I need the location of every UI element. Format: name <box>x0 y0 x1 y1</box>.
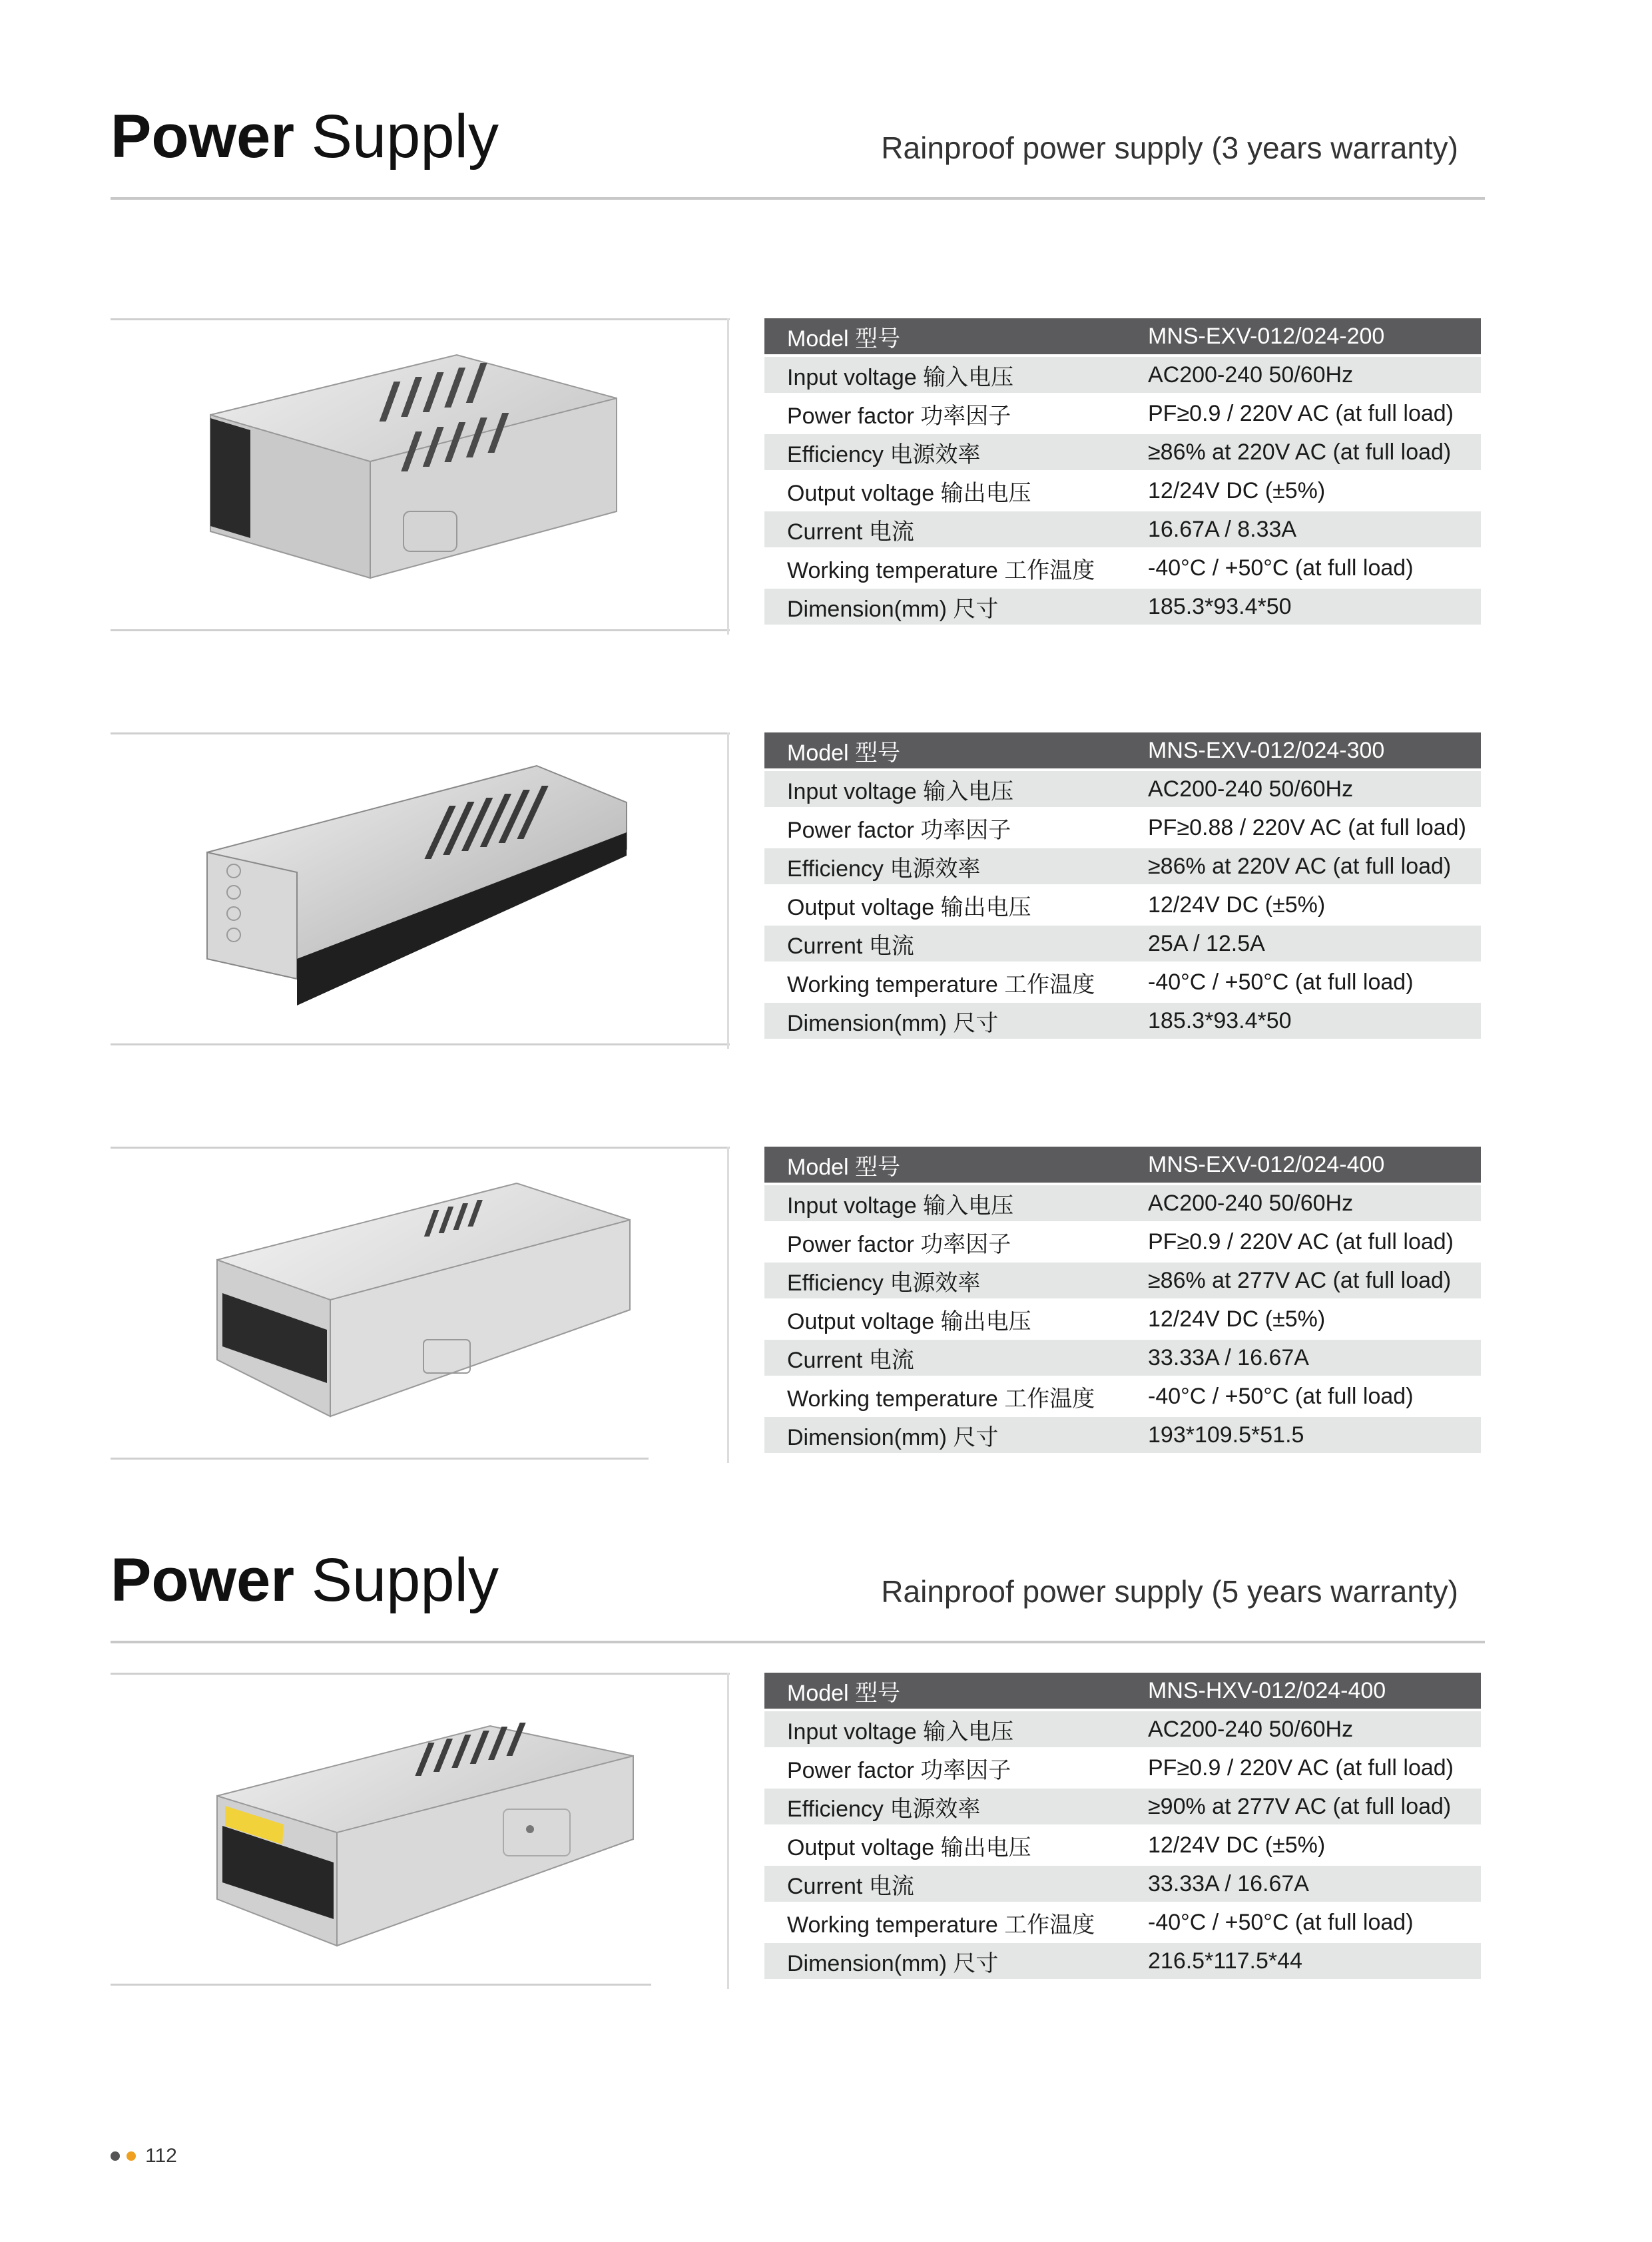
spec-label: Input voltage 输入电压 <box>764 1185 1125 1221</box>
spec-row <box>764 1904 1481 1940</box>
header-divider <box>111 197 1485 200</box>
spec-label: Working temperature 工作温度 <box>764 1904 1125 1940</box>
spec-row <box>764 1224 1481 1260</box>
spec-table-1 <box>764 316 1481 627</box>
spec-row <box>764 1866 1481 1902</box>
spec-value: 185.3*93.4*50 <box>1125 1003 1481 1039</box>
spec-label: Output voltage 输出电压 <box>764 1301 1125 1337</box>
spec-row <box>764 1417 1481 1453</box>
spec-table-4 <box>764 1670 1481 1982</box>
spec-value: ≥86% at 220V AC (at full load) <box>1125 848 1481 884</box>
spec-row <box>764 473 1481 509</box>
spec-value: 12/24V DC (±5%) <box>1125 887 1481 923</box>
spec-row <box>764 1711 1481 1747</box>
spec-row <box>764 1827 1481 1863</box>
spec-row <box>764 1750 1481 1786</box>
spec-value: ≥86% at 220V AC (at full load) <box>1125 434 1481 470</box>
spec-table-3 <box>764 1144 1481 1456</box>
power-supply-photo-hxv-400w <box>111 1673 730 1986</box>
product-block-4 <box>111 1673 1485 1989</box>
spec-label: Input voltage 输入电压 <box>764 1711 1125 1747</box>
power-supply-photo-200w <box>111 318 730 631</box>
spec-label: Power factor 功率因子 <box>764 1224 1125 1260</box>
spec-row <box>764 550 1481 586</box>
photo-bottom-border <box>111 1458 649 1460</box>
spec-value: AC200-240 50/60Hz <box>1125 1711 1481 1747</box>
section-subtitle: Rainproof power supply (3 years warranty) <box>881 131 1458 165</box>
title-light: Supply <box>311 1546 499 1614</box>
spec-value: -40°C / +50°C (at full load) <box>1125 1904 1481 1940</box>
spec-row <box>764 1262 1481 1298</box>
spec-value: PF≥0.9 / 220V AC (at full load) <box>1125 396 1481 431</box>
power-supply-illustration <box>111 318 730 631</box>
spec-row <box>764 810 1481 846</box>
spec-label: Current 电流 <box>764 1340 1125 1376</box>
section-title <box>111 100 499 173</box>
spec-row <box>764 1301 1481 1337</box>
power-supply-illustration <box>111 732 730 1045</box>
power-supply-illustration <box>111 1673 730 1986</box>
spec-label: Power factor 功率因子 <box>764 810 1125 846</box>
spec-row <box>764 1789 1481 1824</box>
spec-row <box>764 848 1481 884</box>
spec-value: 193*109.5*51.5 <box>1125 1417 1481 1453</box>
spec-label: Current 电流 <box>764 511 1125 547</box>
spec-value: 16.67A / 8.33A <box>1125 511 1481 547</box>
product-block-3 <box>111 1147 1485 1463</box>
spec-value: PF≥0.9 / 220V AC (at full load) <box>1125 1750 1481 1786</box>
page-footer <box>111 2143 177 2169</box>
spec-row <box>764 357 1481 393</box>
photo-right-border <box>727 1673 729 1989</box>
section-header-5yr <box>111 1543 1485 1643</box>
spec-value: 12/24V DC (±5%) <box>1125 1827 1481 1863</box>
spec-label: Dimension(mm) 尺寸 <box>764 1417 1125 1453</box>
spec-label: Current 电流 <box>764 926 1125 962</box>
spec-row <box>764 1378 1481 1414</box>
spec-value: AC200-240 50/60Hz <box>1125 1185 1481 1221</box>
photo-right-border <box>727 732 729 1049</box>
spec-label: Working temperature 工作温度 <box>764 550 1125 586</box>
product-block-2 <box>111 732 1485 1049</box>
spec-value: -40°C / +50°C (at full load) <box>1125 1378 1481 1414</box>
spec-value: 33.33A / 16.67A <box>1125 1340 1481 1376</box>
header-divider <box>111 1641 1485 1643</box>
spec-row <box>764 964 1481 1000</box>
spec-row-model <box>764 318 1481 354</box>
spec-value: 33.33A / 16.67A <box>1125 1866 1481 1902</box>
spec-value: AC200-240 50/60Hz <box>1125 357 1481 393</box>
spec-row-model <box>764 1673 1481 1709</box>
spec-label: Dimension(mm) 尺寸 <box>764 1943 1125 1979</box>
photo-right-border <box>727 1147 729 1463</box>
spec-row <box>764 1340 1481 1376</box>
spec-value: MNS-HXV-012/024-400 <box>1125 1673 1481 1709</box>
spec-label: Model 型号 <box>764 732 1125 768</box>
spec-label: Dimension(mm) 尺寸 <box>764 1003 1125 1039</box>
spec-value: -40°C / +50°C (at full load) <box>1125 964 1481 1000</box>
page-number: 112 <box>145 2145 177 2167</box>
spec-row <box>764 887 1481 923</box>
spec-row <box>764 771 1481 807</box>
spec-label: Input voltage 输入电压 <box>764 771 1125 807</box>
spec-label: Model 型号 <box>764 318 1125 354</box>
spec-label: Dimension(mm) 尺寸 <box>764 589 1125 625</box>
spec-row <box>764 1185 1481 1221</box>
section-header-3yr <box>111 100 1485 200</box>
spec-value: ≥90% at 277V AC (at full load) <box>1125 1789 1481 1824</box>
power-supply-photo-300w <box>111 732 730 1045</box>
power-supply-photo-400w <box>111 1147 730 1460</box>
spec-value: MNS-EXV-012/024-300 <box>1125 732 1481 768</box>
spec-label: Efficiency 电源效率 <box>764 1789 1125 1824</box>
photo-right-border <box>727 318 729 635</box>
footer-dot-gray-icon <box>111 2151 120 2161</box>
spec-label: Output voltage 输出电压 <box>764 473 1125 509</box>
spec-value: MNS-EXV-012/024-400 <box>1125 1147 1481 1183</box>
spec-label: Working temperature 工作温度 <box>764 1378 1125 1414</box>
photo-bottom-border <box>111 1043 730 1045</box>
spec-value: 25A / 12.5A <box>1125 926 1481 962</box>
spec-label: Current 电流 <box>764 1866 1125 1902</box>
spec-label: Output voltage 输出电压 <box>764 1827 1125 1863</box>
title-bold: Power <box>111 103 295 170</box>
spec-value: -40°C / +50°C (at full load) <box>1125 550 1481 586</box>
spec-label: Input voltage 输入电压 <box>764 357 1125 393</box>
spec-label: Output voltage 输出电压 <box>764 887 1125 923</box>
spec-value: 12/24V DC (±5%) <box>1125 1301 1481 1337</box>
spec-value: ≥86% at 277V AC (at full load) <box>1125 1262 1481 1298</box>
spec-row-model <box>764 1147 1481 1183</box>
spec-value: AC200-240 50/60Hz <box>1125 771 1481 807</box>
power-supply-illustration <box>111 1147 730 1460</box>
spec-row-model <box>764 732 1481 768</box>
title-light: Supply <box>311 103 499 170</box>
photo-bottom-border <box>111 629 730 631</box>
footer-dot-orange-icon <box>127 2151 136 2161</box>
spec-label: Efficiency 电源效率 <box>764 848 1125 884</box>
spec-label: Efficiency 电源效率 <box>764 434 1125 470</box>
spec-value: PF≥0.9 / 220V AC (at full load) <box>1125 1224 1481 1260</box>
spec-row <box>764 1943 1481 1979</box>
spec-label: Model 型号 <box>764 1147 1125 1183</box>
spec-row <box>764 434 1481 470</box>
section-subtitle: Rainproof power supply (5 years warranty) <box>881 1574 1458 1609</box>
title-bold: Power <box>111 1546 295 1614</box>
product-block-1 <box>111 318 1485 635</box>
section-title <box>111 1543 499 1617</box>
spec-value: 12/24V DC (±5%) <box>1125 473 1481 509</box>
spec-table-2 <box>764 730 1481 1041</box>
spec-row <box>764 589 1481 625</box>
spec-row <box>764 926 1481 962</box>
spec-value: PF≥0.88 / 220V AC (at full load) <box>1125 810 1481 846</box>
spec-value: 185.3*93.4*50 <box>1125 589 1481 625</box>
spec-label: Model 型号 <box>764 1673 1125 1709</box>
spec-row <box>764 1003 1481 1039</box>
photo-bottom-border <box>111 1984 651 1986</box>
spec-label: Power factor 功率因子 <box>764 396 1125 431</box>
spec-value: MNS-EXV-012/024-200 <box>1125 318 1481 354</box>
spec-row <box>764 511 1481 547</box>
spec-label: Efficiency 电源效率 <box>764 1262 1125 1298</box>
spec-row <box>764 396 1481 431</box>
spec-value: 216.5*117.5*44 <box>1125 1943 1481 1979</box>
spec-label: Power factor 功率因子 <box>764 1750 1125 1786</box>
spec-label: Working temperature 工作温度 <box>764 964 1125 1000</box>
